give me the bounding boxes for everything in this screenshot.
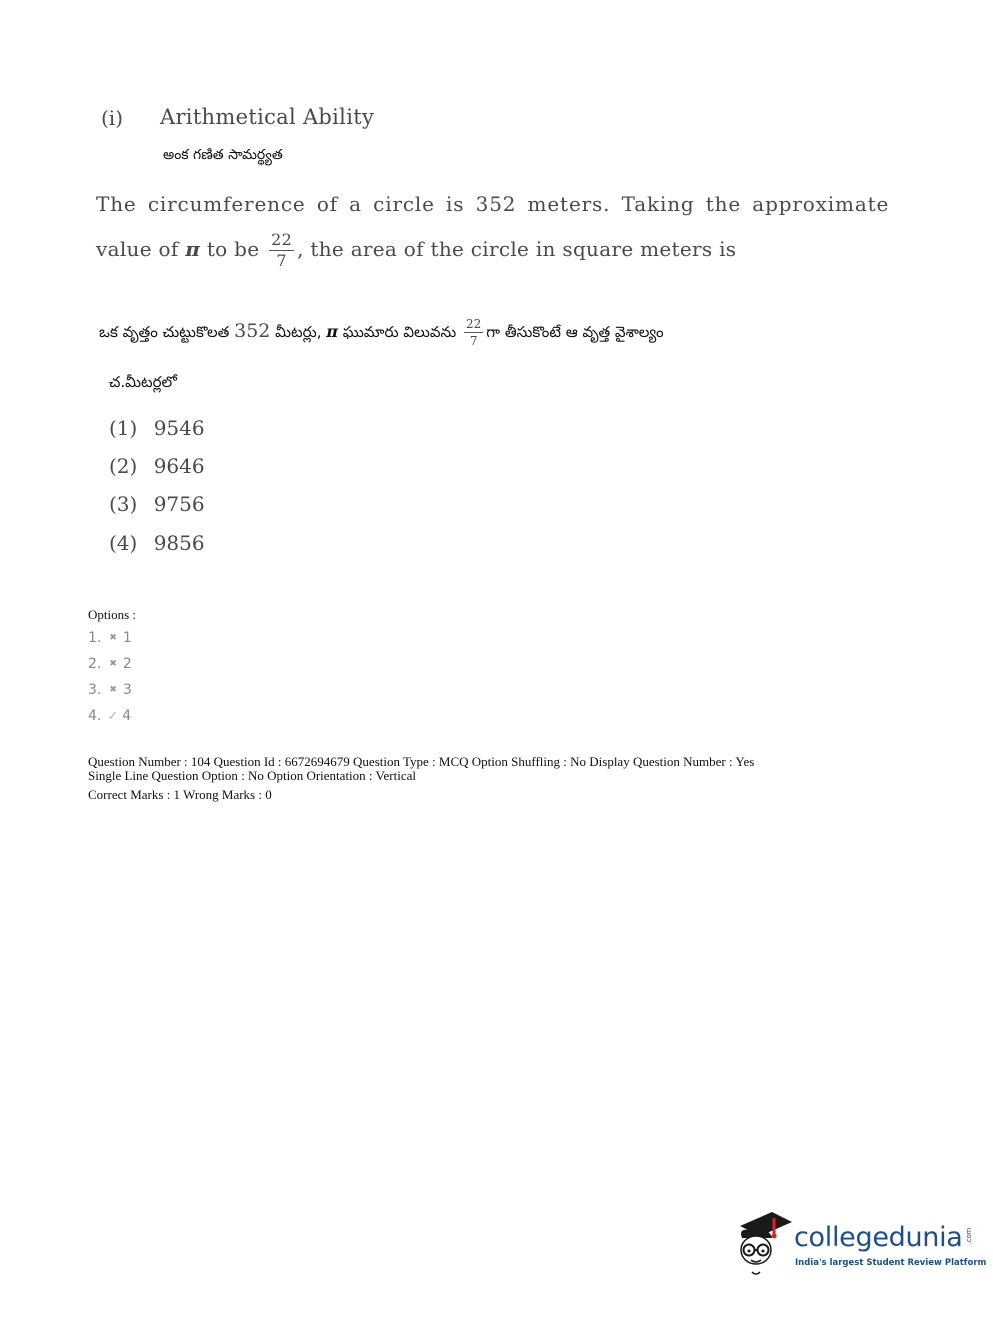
option-row: [88, 630, 132, 646]
option-value: 3: [122, 682, 132, 698]
option-index: 3.: [88, 682, 102, 698]
telugu-text-b: మీటర్లు,: [275, 323, 322, 341]
telugu-text-c: ఘుమారు విలువను: [342, 323, 457, 341]
telugu-text-a: ఒక వృత్తం చుట్టుకొలత: [99, 323, 230, 341]
choice-value: 9856: [153, 531, 205, 555]
cross-icon: ✖: [109, 633, 117, 643]
option-row: [88, 708, 131, 724]
telugu-question-line-2: చ.మీటర్లలో: [109, 373, 177, 391]
question-meta-line-3: Correct Marks : 1 Wrong Marks : 0: [88, 787, 272, 802]
question-line-2-end: , the area of the circle in square meters is: [297, 237, 737, 261]
choice-item: [109, 492, 205, 516]
telugu-number-352: 352: [234, 320, 271, 342]
logo-brand-suffix: .com: [964, 1228, 973, 1244]
choice-number: (4): [109, 531, 138, 555]
options-label: Options :: [88, 607, 137, 622]
fraction-denominator: 7: [276, 251, 287, 270]
question-line-2-mid: to be: [206, 237, 260, 261]
choice-number: (2): [109, 454, 138, 478]
logo-brand-name: collegedunia: [794, 1222, 963, 1253]
cross-icon: ✖: [109, 685, 117, 695]
section-number: (i): [101, 106, 124, 130]
check-icon: ✓: [107, 709, 119, 724]
option-row: [88, 682, 132, 698]
cross-icon: ✖: [109, 659, 117, 669]
question-line-2: [96, 232, 736, 269]
question-line-1: The circumference of a circle is 352 meters. Taking the approximate: [96, 192, 890, 216]
fraction-numerator: 22: [271, 230, 293, 249]
choice-item: [109, 531, 205, 555]
choice-value: 9546: [153, 416, 205, 440]
section-title: Arithmetical Ability: [160, 105, 375, 129]
telugu-pi-fraction: [464, 318, 483, 347]
telugu-question-line-1: [99, 318, 664, 347]
pi-symbol: π: [185, 237, 201, 261]
choice-number: (3): [109, 492, 138, 516]
collegedunia-logo: [734, 1210, 987, 1280]
choice-item: [109, 454, 205, 478]
telugu-text-d: గా తీసుకొంటే ఆ వృత్త వైశాల్యం: [486, 323, 664, 341]
option-row: [88, 656, 132, 672]
telugu-fraction-denominator: 7: [469, 334, 478, 348]
question-meta-line-1: Question Number : 104 Question Id : 6672694679 Question Type : MCQ Option Shuffling : No Display Question Number : Yes: [88, 754, 755, 769]
option-value: 2: [122, 656, 132, 672]
student-mascot-icon: [734, 1210, 794, 1278]
choice-number: (1): [109, 416, 138, 440]
section-title-telugu: అంక గణిత సామర్థ్యత: [163, 147, 283, 163]
pi-fraction: [269, 232, 294, 269]
choice-value: 9756: [153, 492, 205, 516]
option-value: 4: [122, 708, 132, 724]
choice-value: 9646: [153, 454, 205, 478]
option-value: 1: [122, 630, 132, 646]
logo-brand: [794, 1222, 977, 1253]
option-index: 2.: [88, 656, 102, 672]
telugu-pi-symbol: π: [326, 322, 338, 341]
question-meta-line-2: Single Line Question Option : No Option Orientation : Vertical: [88, 768, 416, 783]
question-line-2-start: value of: [96, 237, 179, 261]
option-index: 4.: [88, 708, 102, 724]
telugu-fraction-numerator: 22: [466, 317, 482, 331]
logo-tagline: India's largest Student Review Platform: [795, 1258, 987, 1268]
option-index: 1.: [88, 630, 102, 646]
choice-item: [109, 416, 205, 440]
